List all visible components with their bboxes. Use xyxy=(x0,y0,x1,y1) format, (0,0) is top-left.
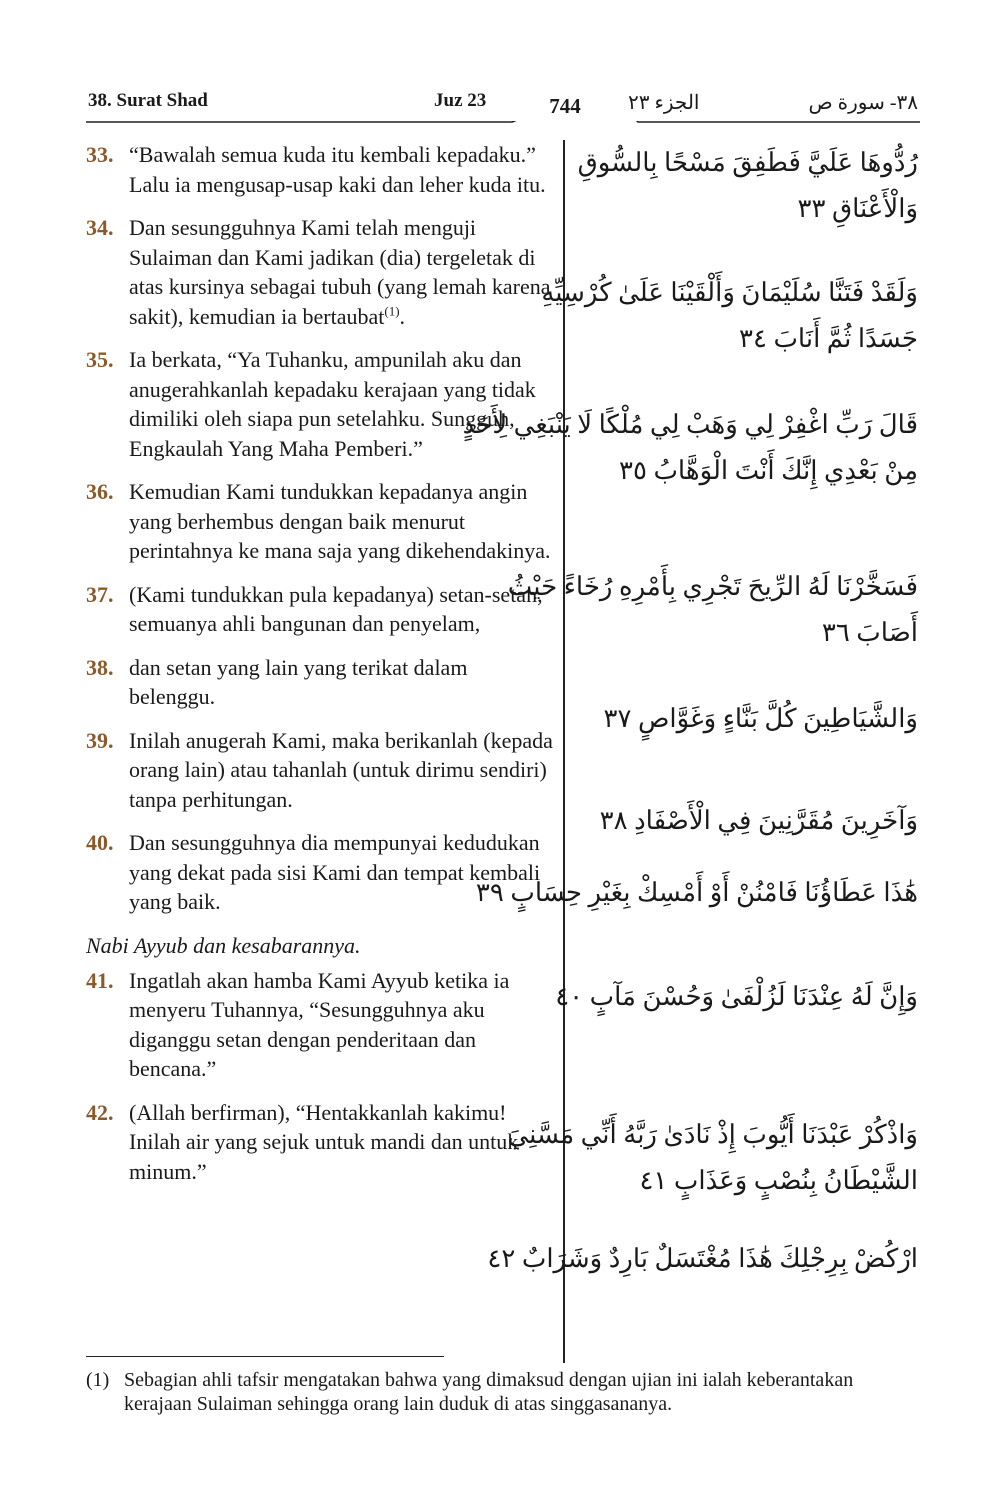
verse-34 xyxy=(86,213,558,331)
verse-text: dan setan yang lain yang terikat dalam belenggu. xyxy=(129,654,468,709)
verse-number: 35. xyxy=(86,347,114,372)
verse-41 xyxy=(86,966,558,1084)
arabic-line: وَلَقَدْ فَتَنَّا سُلَيْمَانَ وَأَلْقَيْنَا عَلَىٰ كُرْسِيِّهِ xyxy=(541,278,918,307)
arabic-line: وَالشَّيَاطِينَ كُلَّ بَنَّاءٍ وَغَوَّاصٍ ٣٧ xyxy=(603,704,918,733)
verse-text: “Bawalah semua kuda itu kembali kepadaku.” Lalu ia mengusap-usap kaki dan leher kuda itu. xyxy=(129,142,546,197)
verse-39 xyxy=(86,726,558,815)
arabic-line: وَآخَرِينَ مُقَرَّنِينَ فِي الْأَصْفَادِ ٣٨ xyxy=(599,806,918,835)
arabic-line: وَإِنَّ لَهُ عِنْدَنَا لَزُلْفَىٰ وَحُسْنَ مَآبٍ ٤٠ xyxy=(555,982,918,1011)
verse-37 xyxy=(86,580,558,639)
arabic-verse-33 xyxy=(578,140,918,232)
verse-38 xyxy=(86,653,558,712)
footnote-mark: (1) xyxy=(86,1369,110,1391)
arabic-line: جَسَدًا ثُمَّ أَنَابَ ٣٤ xyxy=(739,324,918,353)
arabic-line: أَصَابَ ٣٦ xyxy=(821,618,918,647)
verse-text: (Allah berfirman), “Hentakkanlah kakimu! Inilah air yang sejuk untuk mandi dan untuk minum.” xyxy=(129,1099,519,1184)
arabic-verse-34 xyxy=(541,270,918,362)
arabic-line: وَالْأَعْنَاقِ ٣٣ xyxy=(797,194,918,223)
arabic-line: مِنْ بَعْدِي إِنَّكَ أَنْتَ الْوَهَّابُ ٣٥ xyxy=(619,456,918,485)
verse-number: 42. xyxy=(86,1099,114,1125)
header-rule xyxy=(86,121,920,135)
translation-column xyxy=(86,140,558,1200)
verse-36 xyxy=(86,477,558,566)
verse-number: 41. xyxy=(86,967,114,993)
column-divider xyxy=(563,140,565,1363)
arabic-verse-38 xyxy=(578,798,918,844)
verse-number: 33. xyxy=(86,142,114,167)
surah-title: 38. Surat Shad xyxy=(88,90,208,111)
arabic-verse-41 xyxy=(507,1112,918,1204)
arabic-verse-36 xyxy=(507,564,918,656)
arabic-verse-39 xyxy=(475,870,918,916)
footnote-text: Sebagian ahli tafsir mengatakan bahwa yang dimaksud dengan ujian ini ialah keberantakan kerajaan Sulaiman sehingga orang lain duduk di atas singgasananya. xyxy=(124,1369,854,1415)
section-heading: Nabi Ayyub dan kesabarannya. xyxy=(86,932,361,958)
verse-33 xyxy=(86,140,558,199)
arabic-line: فَسَخَّرْنَا لَهُ الرِّيحَ تَجْرِي بِأَمْرِهِ رُخَاءً حَيْثُ xyxy=(507,572,918,601)
arabic-line: ارْكُضْ بِرِجْلِكَ هَٰذَا مُغْتَسَلٌ بَارِدٌ وَشَرَابٌ ٤٢ xyxy=(487,1244,918,1273)
footnote-ref[interactable]: (1) xyxy=(384,303,400,319)
verse-text-end: . xyxy=(399,303,406,329)
footnote-rule xyxy=(86,1356,444,1357)
arabic-line: وَاذْكُرْ عَبْدَنَا أَيُّوبَ إِذْ نَادَىٰ رَبَّهُ أَنِّي مَسَّنِيَ xyxy=(507,1120,918,1149)
verse-number: 40. xyxy=(86,830,114,855)
arabic-line: الشَّيْطَانُ بِنُصْبٍ وَعَذَابٍ ٤١ xyxy=(639,1166,918,1195)
verse-text-body: Dan sesungguhnya Kami telah menguji Sulaiman dan Kami jadikan (dia) tergeletak di atas kursinya sebagai tubuh (yang lemah karena sakit), kemudian ia bertaubat xyxy=(129,215,551,329)
footnote xyxy=(86,1368,916,1416)
surah-title-arabic: ٣٨- سورة ص xyxy=(808,92,918,114)
arabic-verse-35 xyxy=(462,402,918,494)
arabic-verse-42 xyxy=(487,1236,918,1282)
juz-label-arabic: الجزء ٢٣ xyxy=(628,92,700,114)
arabic-line: قَالَ رَبِّ اغْفِرْ لِي وَهَبْ لِي مُلْكًا لَا يَنْبَغِي لِأَحَدٍ xyxy=(462,410,918,439)
juz-label: Juz 23 xyxy=(434,90,487,111)
verse-text: Dan sesungguhnya dia mempunyai kedudukan yang dekat pada sisi Kami dan tempat kembali yang baik. xyxy=(129,830,541,914)
verse-text: (Kami tundukkan pula kepadanya) setan-setan, semuanya ahli bangunan dan penyelam, xyxy=(129,581,543,636)
verse-text xyxy=(129,213,558,331)
verse-number: 34. xyxy=(86,215,114,240)
page-header xyxy=(88,88,918,120)
verse-42 xyxy=(86,1098,558,1187)
verse-number: 36. xyxy=(86,479,114,504)
verse-number: 38. xyxy=(86,654,114,680)
verse-text: Ingatlah akan hamba Kami Ayyub ketika ia menyeru Tuhannya, “Sesungguhnya aku diganggu setan dengan penderitaan dan bencana.” xyxy=(129,967,510,1081)
verse-text: Ia berkata, “Ya Tuhanku, ampunilah aku dan anugerahkanlah kepadaku kerajaan yang tidak dimiliki oleh siapa pun setelahku. Sungguh, Engkaulah Yang Maha Pemberi.” xyxy=(129,347,536,461)
verse-text: Inilah anugerah Kami, maka berikanlah (kepada orang lain) atau tahanlah (untuk dirimu sendiri) tanpa perhitungan. xyxy=(129,727,553,812)
page-number: 744 xyxy=(549,94,581,118)
verse-number: 39. xyxy=(86,727,114,753)
arabic-line: رُدُّوهَا عَلَيَّ فَطَفِقَ مَسْحًا بِالسُّوقِ xyxy=(577,148,918,177)
verse-number: 37. xyxy=(86,581,114,607)
arabic-verse-40 xyxy=(555,974,918,1020)
verse-text: Kemudian Kami tundukkan kepadanya angin yang berhembus dengan baik menurut perintahnya ke mana saja yang dikehendakinya. xyxy=(129,479,551,563)
arabic-line: هَٰذَا عَطَاؤُنَا فَامْنُنْ أَوْ أَمْسِكْ بِغَيْرِ حِسَابٍ ٣٩ xyxy=(475,878,918,907)
arabic-verse-37 xyxy=(578,696,918,742)
